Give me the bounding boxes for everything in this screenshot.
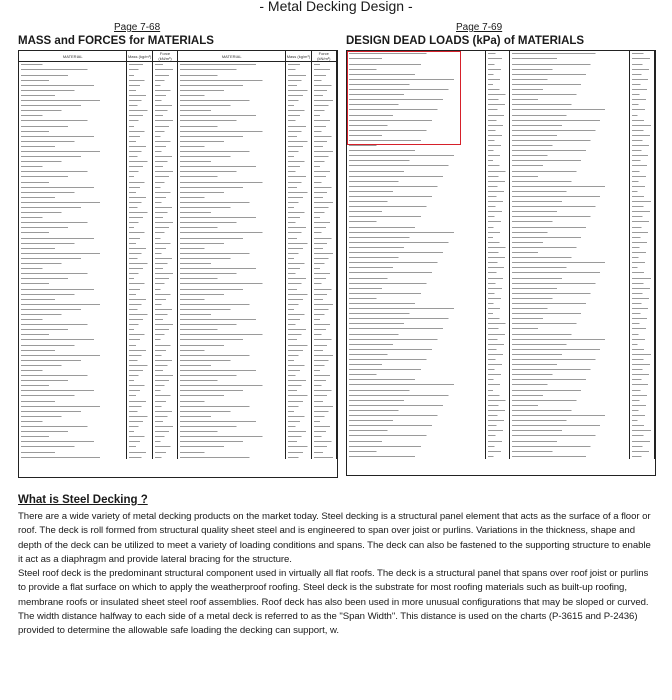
table-row: [347, 453, 655, 458]
article-paragraph-2: Steel roof deck is the predominant structural component used in virtually all flat roofs. The deck is a structural panel that spans over roof joist or purlins to provide a flat surface on which to apply the weatherproof roofing. Steel deck is the substrate for most roofing materials such as built-up roofing, membrane roofs or insulated sheet steel roof assemblies. Roof deck has also been used in more unusual configurations that may be sloped or curved.: [18, 568, 649, 608]
col-header-force: Force (kN/m³): [152, 51, 177, 62]
document-title: - Metal Decking Design -: [259, 0, 413, 14]
article: [18, 493, 658, 639]
right-page: [346, 22, 656, 478]
left-page-title: MASS and FORCES for MATERIALS: [18, 35, 214, 47]
dead-loads-table: [346, 50, 656, 476]
article-heading: What is Steel Decking ?: [18, 494, 148, 506]
col-header-mass: Mass (kg/m³): [127, 51, 152, 62]
mass-force-grid: [19, 51, 337, 459]
col-header-material: MATERIAL: [19, 51, 127, 62]
right-page-title: DESIGN DEAD LOADS (kPa) of MATERIALS: [346, 35, 585, 47]
mass-force-table: [18, 50, 338, 478]
right-page-number: Page 7-69: [456, 22, 503, 33]
table-row: [19, 454, 337, 459]
steel-decks-highlight: [347, 51, 461, 145]
article-paragraph-3: The width distance halfway to each side of a metal deck is referred to as the "Span Width". This distance is used on the charts (P-3615 and P-2436) provided to determine the allowable safe loading the decking can support, w.: [18, 611, 638, 637]
col-header-material-2: MATERIAL: [178, 51, 286, 62]
col-header-force-2: Force (kN/m³): [311, 51, 336, 62]
article-paragraph-1: There are a wide variety of metal decking products on the market today. Steel decking is a structural panel element that acts as the surface of a floor or roof. The deck is roll formed from structural quality sheet steel and is engineered to span over joist or purlins. Variations in the thickness, shape and depth of the deck can be utilized to meet a variety of loading conditions and spans. The deck can also be fastened to the supporting structure to enable it act as a diaphragm and provide lateral bracing for the structure.: [18, 511, 651, 565]
col-header-mass-2: Mass (kg/m³): [286, 51, 311, 62]
left-page-number: Page 7-68: [114, 22, 161, 33]
left-page: [18, 22, 338, 478]
